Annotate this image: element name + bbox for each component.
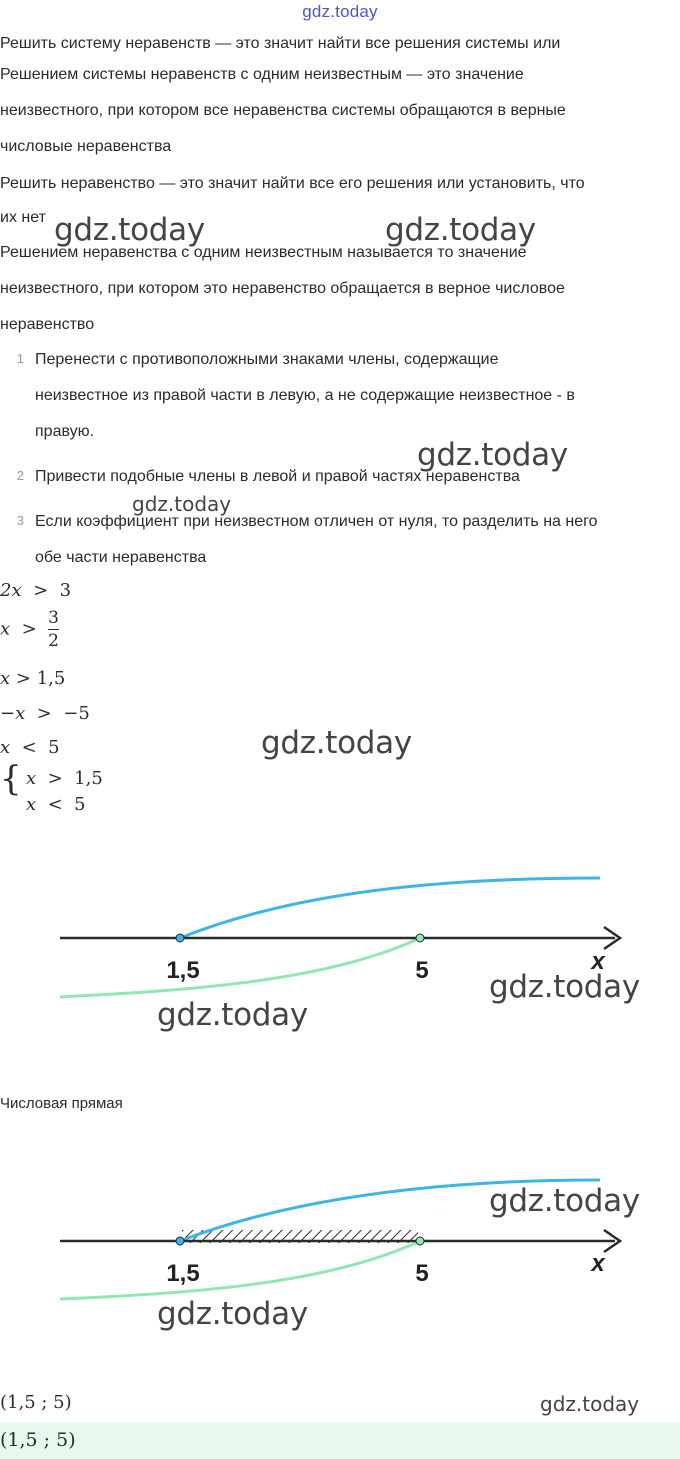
solution-curve-green — [60, 938, 420, 997]
fraction: $\frac{3}{2}$ — [48, 608, 59, 651]
point-right-label: 5 — [415, 957, 429, 984]
step-text: правую. — [35, 423, 95, 440]
solution-curve-green — [60, 1241, 420, 1299]
watermark: gdz.today — [157, 1296, 308, 1332]
definition-line: Решить систему неравенств — это значит найти все решения системы или — [0, 35, 561, 52]
result-interval: (1,5 ; 5) — [0, 1392, 72, 1413]
step-number: 3 — [16, 513, 24, 528]
definition-line: Решить неравенство — это значит найти все его решения или установить, что — [0, 175, 585, 192]
definition-line: Решением неравенства с одним неизвестным называется то значение — [0, 244, 527, 261]
axis-label: x — [591, 1250, 605, 1277]
watermark: gdz.today — [54, 212, 205, 248]
math-line-4: −x > −5 — [0, 703, 90, 724]
watermark: gdz.today — [489, 1183, 640, 1219]
step-text: неизвестное из правой части в левую, а не содержащие неизвестное - в — [35, 387, 575, 404]
answer-interval: (1,5 ; 5) — [0, 1429, 76, 1451]
point-left-marker — [176, 1237, 184, 1245]
definition-line: неизвестного, при котором все неравенства системы обращаются в верные — [0, 102, 566, 119]
point-right-marker — [416, 1237, 424, 1245]
watermark: gdz.today — [540, 1392, 640, 1416]
system-line-2: x < 5 — [26, 794, 86, 815]
math-line-2: x > $\frac{3}{2}$ — [0, 608, 59, 651]
watermark: gdz.today — [132, 492, 232, 516]
step-number: 1 — [16, 351, 24, 366]
watermark: gdz.today — [417, 437, 568, 473]
definition-line: неравенство — [0, 316, 95, 333]
figure-caption: Числовая прямая — [0, 1095, 123, 1112]
site-link[interactable]: gdz.today — [302, 2, 378, 21]
step-text: обе части неравенства — [35, 549, 207, 566]
watermark: gdz.today — [489, 969, 640, 1005]
point-right-label: 5 — [415, 1260, 429, 1287]
watermark: gdz.today — [261, 725, 412, 761]
system-brace: { — [0, 759, 22, 799]
math-line-1: 2x > 3 — [0, 580, 72, 601]
system-line-1: x > 1,5 — [26, 768, 103, 789]
math-line-5: x < 5 — [0, 737, 60, 758]
point-left-label: 1,5 — [166, 957, 200, 984]
math-line-3: x > 1,5 — [0, 668, 66, 689]
point-left-marker — [176, 934, 184, 942]
solution-curve-blue — [180, 878, 600, 938]
step-number: 2 — [16, 468, 24, 483]
answer-box — [0, 1422, 680, 1459]
step-text: Привести подобные члены в левой и правой частях неравенства — [35, 468, 520, 485]
definition-line: Решением системы неравенств с одним неизвестным — это значение — [0, 66, 524, 83]
watermark: gdz.today — [157, 997, 308, 1033]
step-text: Перенести с противоположными знаками члены, содержащие — [35, 351, 499, 368]
axis-label: x — [591, 948, 605, 975]
point-right-marker — [416, 934, 424, 942]
definition-line: неизвестного, при котором это неравенство обращается в верное числовое — [0, 280, 565, 297]
definition-line: их нет — [0, 209, 46, 226]
definition-line: числовые неравенства — [0, 138, 172, 155]
point-left-label: 1,5 — [166, 1260, 200, 1287]
step-text: Если коэффициент при неизвестном отличен от нуля, то разделить на него — [35, 513, 598, 530]
watermark: gdz.today — [385, 212, 536, 248]
